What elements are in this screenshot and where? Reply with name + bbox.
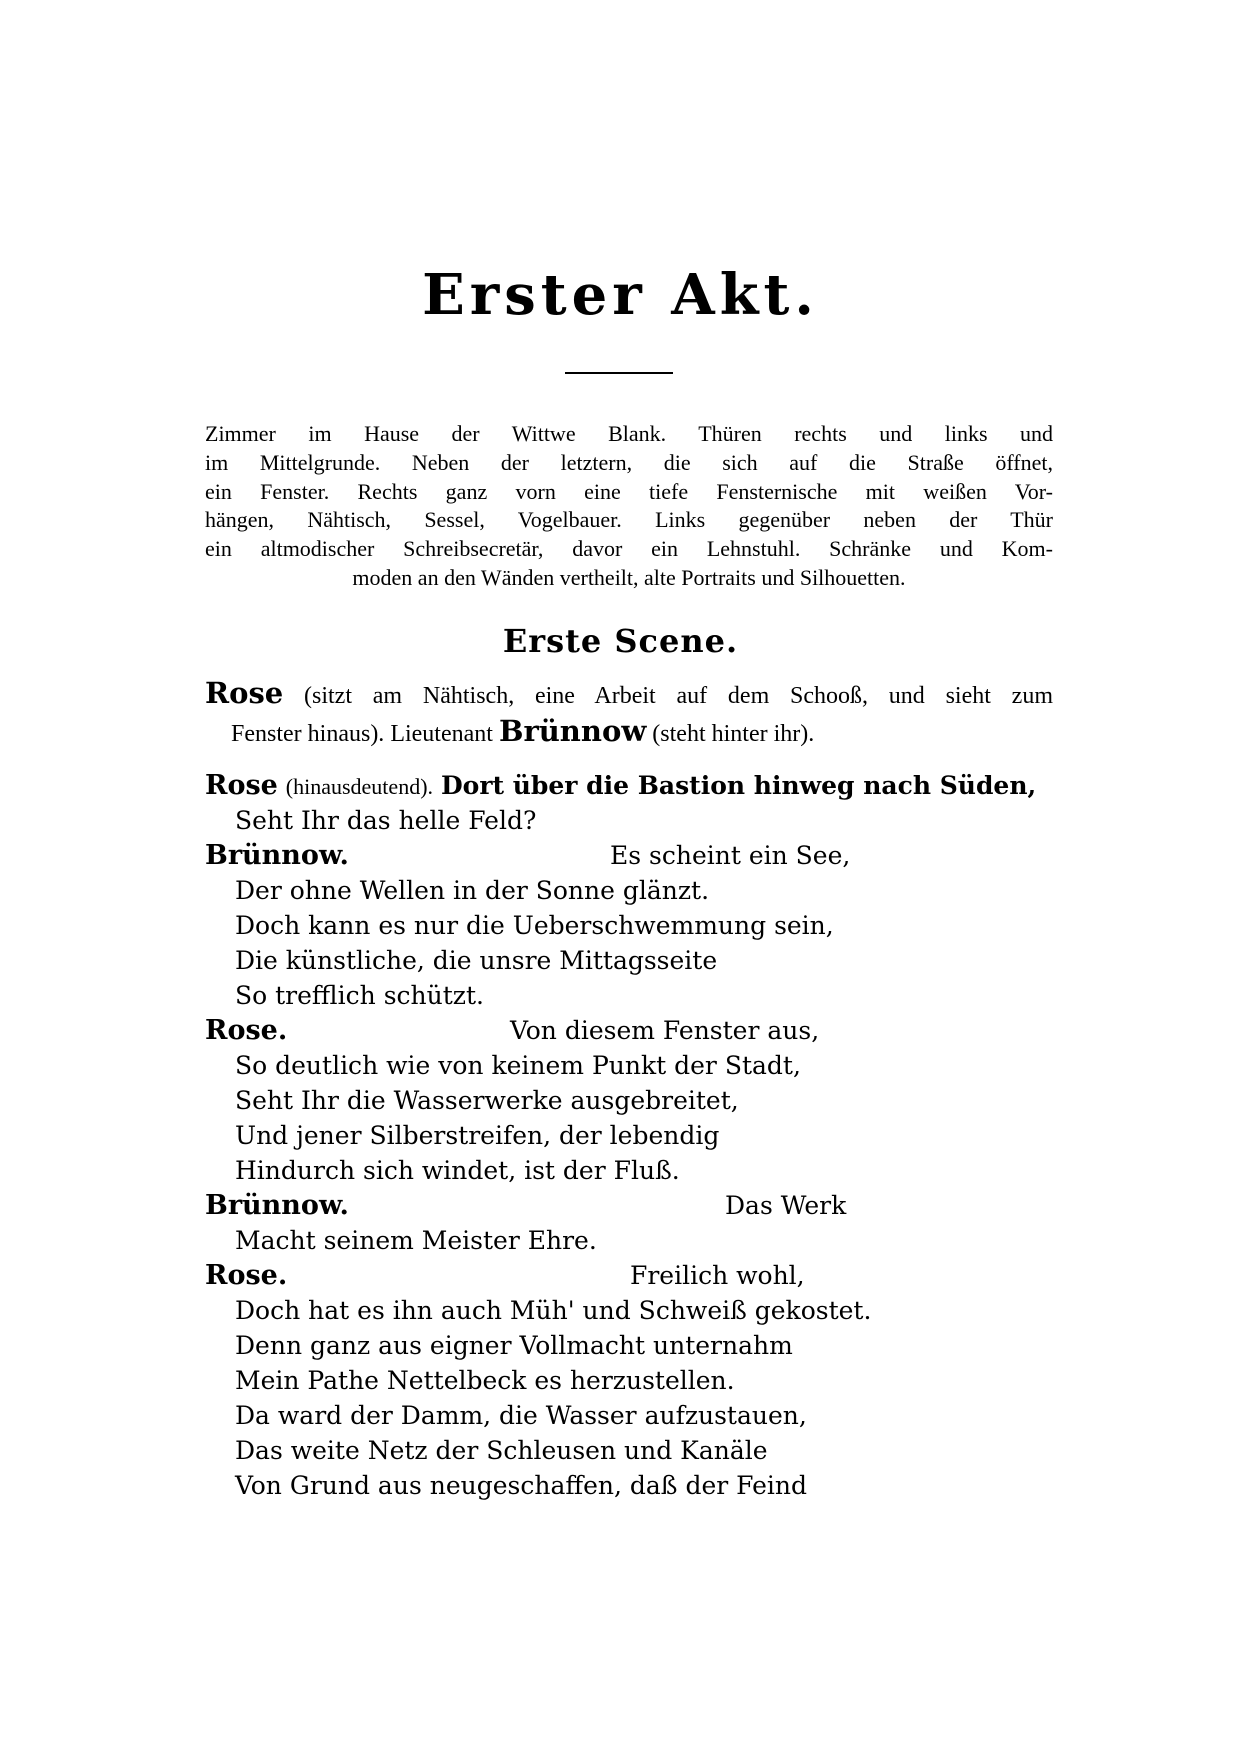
verse-text: Doch kann es nur die Ueberschwemmung sein, xyxy=(235,911,834,940)
verse-line xyxy=(205,803,1053,838)
verse-line xyxy=(205,1293,1053,1328)
stage-direction xyxy=(205,420,1053,593)
verse-text: Von diesem Fenster aus, xyxy=(510,1016,820,1045)
verse-line xyxy=(205,1153,1053,1188)
verse-line xyxy=(205,1083,1053,1118)
character-direction: (steht hinter ihr). xyxy=(652,721,815,747)
speaker-name: Rose. xyxy=(205,1260,288,1291)
verse-line xyxy=(205,1223,1053,1258)
stage-direction-line: Zimmer im Hause der Wittwe Blank. Thüren rechts und links und xyxy=(205,421,1053,446)
verse-line xyxy=(205,978,1053,1013)
speaker-direction: (hinausdeutend). xyxy=(285,774,434,799)
verse-line xyxy=(205,1363,1053,1398)
character-direction: (sitzt am Nähtisch, eine Arbeit auf dem Schooß, und sieht zum xyxy=(304,683,1053,709)
verse-line xyxy=(205,1258,1053,1293)
scene-title: Erste Scene. xyxy=(502,622,739,660)
speaker-name: Rose xyxy=(205,770,278,801)
verse-text: Von Grund aus neugeschaffen, daß der Feind xyxy=(235,1471,808,1500)
verse-line xyxy=(205,1013,1053,1048)
verse-line xyxy=(205,768,1053,803)
verse-text: Doch hat es ihn auch Müh' und Schweiß gekostet. xyxy=(235,1296,872,1325)
cast-line xyxy=(205,714,1053,752)
character-rank: Lieutenant xyxy=(390,721,493,747)
act-title: Erster Akt. xyxy=(422,262,819,328)
verse-text: Das weite Netz der Schleusen und Kanäle xyxy=(235,1436,768,1465)
verse-line xyxy=(205,908,1053,943)
verse-line xyxy=(205,1048,1053,1083)
verse-line xyxy=(205,1328,1053,1363)
speaker-name: Brünnow. xyxy=(205,1190,349,1221)
verse-text: So deutlich wie von keinem Punkt der Stadt, xyxy=(235,1051,801,1080)
dialogue xyxy=(205,768,1053,1503)
stage-direction-line: im Mittelgrunde. Neben der letztern, die sich auf die Straße öffnet, xyxy=(205,449,1053,475)
character-direction: Fenster hinaus). xyxy=(231,721,385,747)
verse-line xyxy=(205,1188,1053,1223)
verse-text: Das Werk xyxy=(725,1191,847,1220)
verse-text: Und jener Silberstreifen, der lebendig xyxy=(235,1121,720,1150)
verse-line xyxy=(205,1468,1053,1503)
verse-text: Die künstliche, die unsre Mittagsseite xyxy=(235,946,718,975)
verse-line xyxy=(205,1118,1053,1153)
verse-text: Der ohne Wellen in der Sonne glänzt. xyxy=(235,876,710,905)
character-name-bruennow: Brünnow xyxy=(498,714,647,748)
speaker-name: Rose. xyxy=(205,1015,288,1046)
verse-line xyxy=(205,873,1053,908)
stage-direction-line: ein Fenster. Rechts ganz vorn eine tiefe Fensternische mit weißen Vor- xyxy=(205,478,1053,504)
verse-text: Es scheint ein See, xyxy=(610,841,851,870)
verse-text: Seht Ihr das helle Feld? xyxy=(235,806,537,835)
cast-line xyxy=(205,676,1053,714)
verse-line xyxy=(205,1398,1053,1433)
verse-line-content xyxy=(205,768,1036,804)
verse-line xyxy=(205,1433,1053,1468)
stage-direction-line: moden an den Wänden vertheilt, alte Portraits und Silhouetten. xyxy=(352,564,906,590)
verse-text: Freilich wohl, xyxy=(630,1261,805,1290)
character-name-rose: Rose xyxy=(205,676,284,710)
verse-text: Mein Pathe Nettelbeck es herzustellen. xyxy=(235,1366,735,1395)
verse-text: Da ward der Damm, die Wasser aufzustauen, xyxy=(235,1401,807,1430)
verse-text: Hindurch sich windet, ist der Fluß. xyxy=(235,1156,680,1185)
verse-text: Denn ganz aus eigner Vollmacht unternahm xyxy=(235,1331,793,1360)
verse-text: So trefflich schützt. xyxy=(235,981,484,1010)
verse-line xyxy=(205,838,1053,873)
verse-line xyxy=(205,943,1053,978)
verse-text: Macht seinem Meister Ehre. xyxy=(235,1226,597,1255)
verse-text: Seht Ihr die Wasserwerke ausgebreitet, xyxy=(235,1086,739,1115)
verse-text: Dort über die Bastion hinweg nach Süden, xyxy=(440,771,1037,800)
title-divider xyxy=(565,372,673,374)
cast-list xyxy=(205,676,1053,752)
stage-direction-line: hängen, Nähtisch, Sessel, Vogelbauer. Links gegenüber neben der Thür xyxy=(205,507,1053,533)
speaker-name: Brünnow. xyxy=(205,840,349,871)
stage-direction-line: ein altmodischer Schreibsecretär, davor ein Lehnstuhl. Schränke und Kom- xyxy=(205,536,1053,562)
